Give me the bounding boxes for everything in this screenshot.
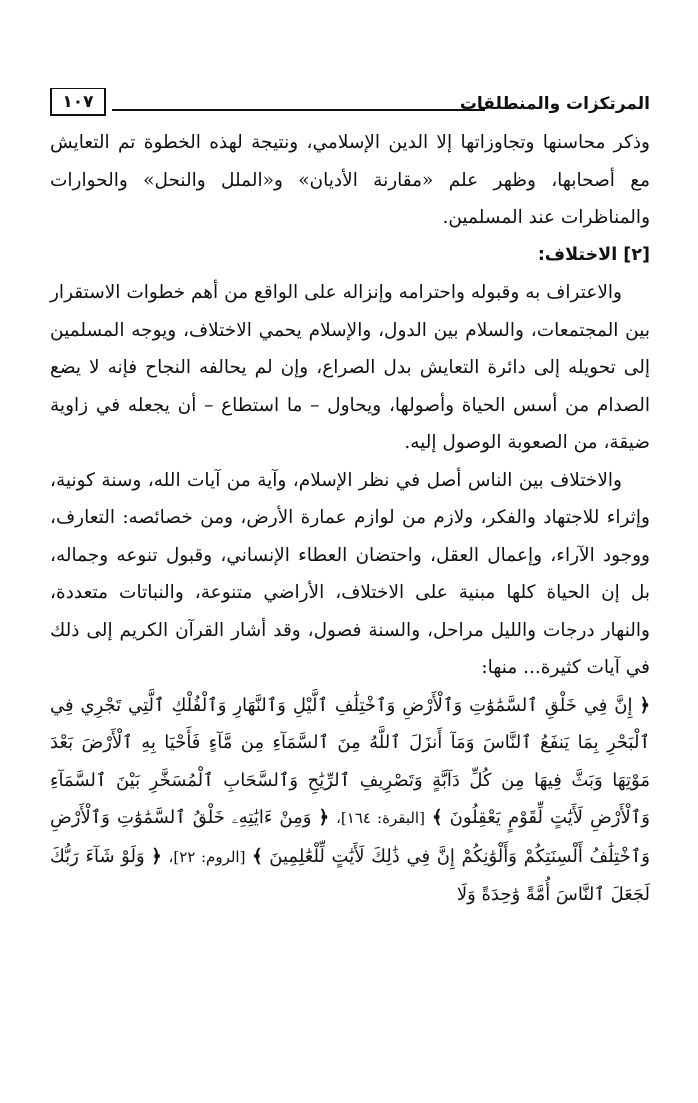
quran-close-bracket: ﴾ — [432, 807, 443, 828]
quran-open-bracket: ﴿ — [151, 845, 162, 867]
book-page — [50, 84, 650, 1094]
quran-verse: وَمِنْ ءَايَٰتِهِۦ خَلْقُ ٱلسَّمَٰوَٰتِ وَٱلْأَرْضِ وَٱخْتِلَٰفُ أَلْسِنَتِكُمْ وَأَلْوَٰنِكُمْ إِنَّ فِي ذَٰلِكَ لَأَيَٰتٍ لِّلْعَٰلِمِينَ — [50, 807, 650, 867]
verse-reference: [الروم: ٢٢]، — [168, 847, 246, 866]
paragraph: والاختلاف بين الناس أصل في نظر الإسلام، وآية من آيات الله، وسنة كونية، وإثراء للاجتهاد والفكر، ولازم من لوازم عمارة الأرض، ومن خصائصه: التعارف، ووجود الآراء، وإعمال العقل، واحتضان العطاء الإنساني، وقبول تنوعه وجماله، بل إن الحياة كلها مبنية على الاختلاف، الأراضي متنوعة، والنباتات متعددة، والنهار درجات والليل مراحل، والسنة فصول، وقد أشار القرآن الكريم إلى ذلك في آيات كثيرة... منها: — [50, 469, 650, 678]
section-heading: [٢] الاختلاف: — [537, 244, 650, 265]
paragraph: والاعتراف به وقبوله واحترامه وإنزاله على الواقع من أهم خطوات الاستقرار بين المجتمعات، والسلام بين الدول، والإسلام يحمي الاختلاف، ويوجه المسلمين إلى تحويله إلى دائرة التعايش بدل الصراع، وإن لم يحالفه النجاح فإنه لا يضع الصدام من أسس الحياة وأصولها، ويحاول – ما استطاع – أن يجعله في زاوية ضيقة، من الصعوبة الوصول إليه. — [50, 282, 650, 453]
page-body — [50, 124, 650, 914]
page-number: ١٠٧ — [50, 88, 106, 116]
quran-close-bracket: ﴾ — [252, 845, 263, 867]
page-header — [50, 84, 650, 124]
running-title: المرتكزات والمنطلقات — [459, 94, 650, 114]
paragraph: وذكر محاسنها وتجاوزاتها إلا الدين الإسلامي، ونتيجة لهذه الخطوة تم التعايش مع أصحابها، وظهر علم «مقارنة الأديان» و«الملل والنحل» والحوارات والمناظرات عند المسلمين. — [50, 132, 650, 228]
quran-open-bracket: ﴿ — [318, 807, 330, 828]
quran-quotation — [50, 687, 650, 914]
quran-open-bracket: ﴿ — [639, 694, 650, 716]
quran-verse: إِنَّ فِي خَلْقِ ٱلسَّمَٰوَٰتِ وَٱلْأَرْضِ وَٱخْتِلَٰفِ ٱلَّيْلِ وَٱلنَّهَارِ وَٱلْفُلْكِ ٱلَّتِي تَجْرِي فِي ٱلْبَحْرِ بِمَا يَنفَعُ ٱلنَّاسَ وَمَآ أَنزَلَ ٱللَّهُ مِنَ ٱلسَّمَآءِ مِن مَّآءٍ فَأَحْيَا بِهِ ٱلْأَرْضَ بَعْدَ مَوْتِهَا وَبَثَّ فِيهَا مِن كُلِّ دَآبَّةٍ وَتَصْرِيفِ ٱلرِّيَٰحِ وَٱلسَّحَابِ ٱلْمُسَخَّرِ بَيْنَ ٱلسَّمَآءِ وَٱلْأَرْضِ لَأَيَٰتٍ لِّقَوْمٍ يَعْقِلُونَ — [50, 694, 650, 828]
quran-verse: وَلَوْ شَآءَ رَبُّكَ لَجَعَلَ ٱلنَّاسَ أُمَّةً وَٰحِدَةً وَلَا — [50, 845, 650, 905]
header-rule — [112, 109, 485, 111]
verse-reference: [البقرة: ١٦٤]، — [336, 809, 425, 827]
